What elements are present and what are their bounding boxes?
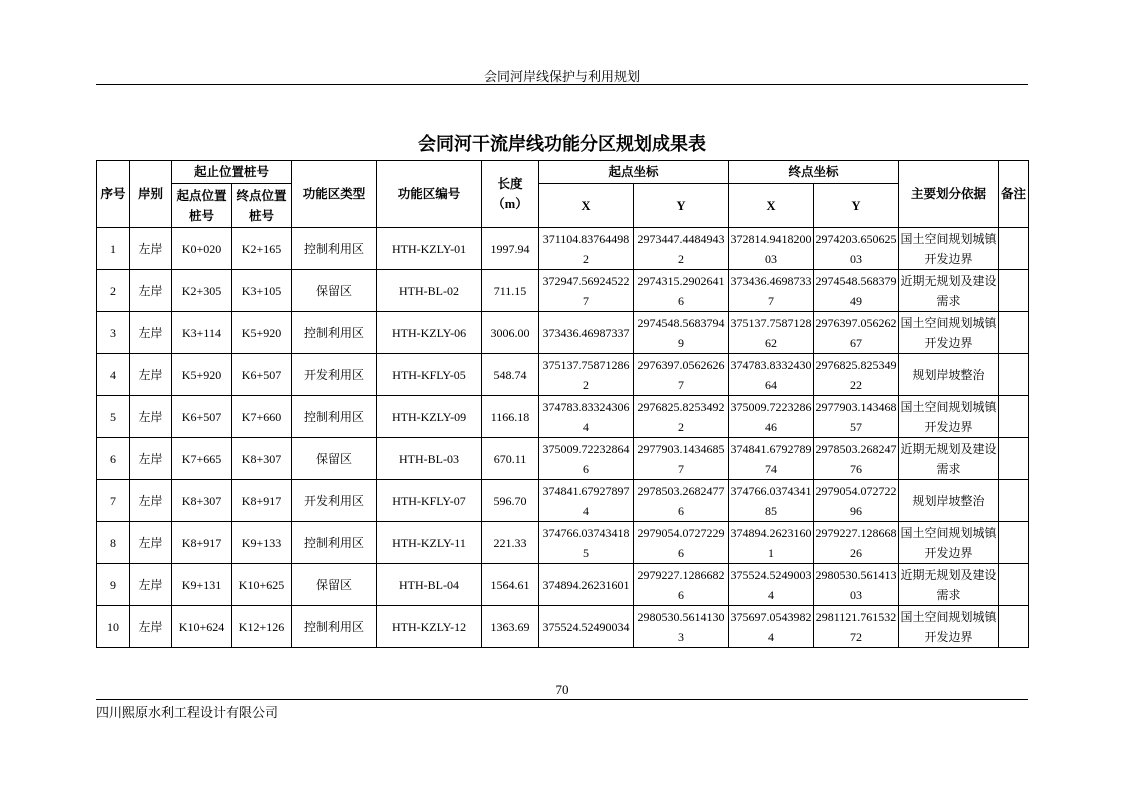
cell-end-pile: K9+133 bbox=[232, 522, 292, 564]
cell-seq: 2 bbox=[97, 270, 130, 312]
cell-end-pile: K5+920 bbox=[232, 312, 292, 354]
cell-end-y: 2974548.56837949 bbox=[814, 270, 899, 312]
cell-end-y: 2978503.26824776 bbox=[814, 438, 899, 480]
cell-zone-code: HTH-KZLY-12 bbox=[377, 606, 482, 648]
cell-end-pile: K12+126 bbox=[232, 606, 292, 648]
cell-end-pile: K10+625 bbox=[232, 564, 292, 606]
cell-length: 1564.61 bbox=[482, 564, 539, 606]
cell-start-x: 372947.569245227 bbox=[539, 270, 634, 312]
cell-basis: 近期无规划及建设需求 bbox=[899, 438, 999, 480]
cell-seq: 7 bbox=[97, 480, 130, 522]
cell-remark bbox=[999, 606, 1029, 648]
header-length: 长度（m） bbox=[482, 161, 539, 228]
cell-zone-type: 开发利用区 bbox=[292, 354, 377, 396]
cell-end-pile: K6+507 bbox=[232, 354, 292, 396]
table-row bbox=[97, 480, 1029, 522]
cell-bank: 左岸 bbox=[130, 270, 172, 312]
table-body bbox=[97, 228, 1029, 648]
cell-start-x: 373436.46987337 bbox=[539, 312, 634, 354]
cell-end-y: 2976825.82534922 bbox=[814, 354, 899, 396]
cell-start-x: 375524.52490034 bbox=[539, 606, 634, 648]
cell-end-y: 2974203.65062503 bbox=[814, 228, 899, 270]
cell-seq: 3 bbox=[97, 312, 130, 354]
cell-end-pile: K7+660 bbox=[232, 396, 292, 438]
cell-start-y: 2974315.29026416 bbox=[634, 270, 729, 312]
cell-start-pile: K6+507 bbox=[172, 396, 232, 438]
cell-bank: 左岸 bbox=[130, 396, 172, 438]
zoning-table bbox=[96, 160, 1029, 648]
cell-start-pile: K8+917 bbox=[172, 522, 232, 564]
cell-start-pile: K2+305 bbox=[172, 270, 232, 312]
cell-end-pile: K8+917 bbox=[232, 480, 292, 522]
cell-end-pile: K2+165 bbox=[232, 228, 292, 270]
cell-start-y: 2978503.26824776 bbox=[634, 480, 729, 522]
cell-start-y: 2976397.05626267 bbox=[634, 354, 729, 396]
table-row bbox=[97, 396, 1029, 438]
cell-basis: 国土空间规划城镇开发边界 bbox=[899, 606, 999, 648]
cell-zone-type: 保留区 bbox=[292, 438, 377, 480]
cell-remark bbox=[999, 564, 1029, 606]
header-remark: 备注 bbox=[999, 161, 1029, 228]
cell-seq: 6 bbox=[97, 438, 130, 480]
cell-start-x: 374894.26231601 bbox=[539, 564, 634, 606]
cell-zone-type: 控制利用区 bbox=[292, 606, 377, 648]
header-end-x: X bbox=[729, 184, 814, 228]
header-zone-type: 功能区类型 bbox=[292, 161, 377, 228]
cell-zone-code: HTH-KFLY-05 bbox=[377, 354, 482, 396]
cell-bank: 左岸 bbox=[130, 564, 172, 606]
cell-zone-code: HTH-BL-04 bbox=[377, 564, 482, 606]
cell-remark bbox=[999, 228, 1029, 270]
header-start-pile: 起点位置桩号 bbox=[172, 184, 232, 228]
cell-basis: 国土空间规划城镇开发边界 bbox=[899, 522, 999, 564]
cell-end-x: 374766.037434185 bbox=[729, 480, 814, 522]
cell-end-x: 375524.52490034 bbox=[729, 564, 814, 606]
cell-start-y: 2977903.14346857 bbox=[634, 438, 729, 480]
cell-bank: 左岸 bbox=[130, 606, 172, 648]
cell-bank: 左岸 bbox=[130, 480, 172, 522]
cell-start-x: 375137.758712862 bbox=[539, 354, 634, 396]
table-title: 会同河干流岸线功能分区规划成果表 bbox=[418, 134, 706, 154]
cell-start-x: 375009.722328646 bbox=[539, 438, 634, 480]
cell-basis: 规划岸坡整治 bbox=[899, 354, 999, 396]
cell-length: 548.74 bbox=[482, 354, 539, 396]
cell-bank: 左岸 bbox=[130, 522, 172, 564]
cell-remark bbox=[999, 522, 1029, 564]
cell-zone-type: 开发利用区 bbox=[292, 480, 377, 522]
table-row bbox=[97, 522, 1029, 564]
cell-start-y: 2979054.07272296 bbox=[634, 522, 729, 564]
running-header: 会同河岸线保护与利用规划 bbox=[483, 69, 640, 84]
cell-basis: 规划岸坡整治 bbox=[899, 480, 999, 522]
cell-remark bbox=[999, 396, 1029, 438]
cell-length: 1166.18 bbox=[482, 396, 539, 438]
header-start-y: Y bbox=[634, 184, 729, 228]
table-row bbox=[97, 228, 1029, 270]
cell-remark bbox=[999, 354, 1029, 396]
table-row bbox=[97, 354, 1029, 396]
cell-start-pile: K9+131 bbox=[172, 564, 232, 606]
header-end-y: Y bbox=[814, 184, 899, 228]
cell-basis: 近期无规划及建设需求 bbox=[899, 270, 999, 312]
header-zone-code: 功能区编号 bbox=[377, 161, 482, 228]
header-end-pile: 终点位置桩号 bbox=[232, 184, 292, 228]
cell-start-y: 2976825.82534922 bbox=[634, 396, 729, 438]
cell-length: 670.11 bbox=[482, 438, 539, 480]
cell-basis: 近期无规划及建设需求 bbox=[899, 564, 999, 606]
cell-end-pile: K8+307 bbox=[232, 438, 292, 480]
header-rule bbox=[96, 84, 1028, 85]
cell-length: 711.15 bbox=[482, 270, 539, 312]
cell-end-x: 374841.679278974 bbox=[729, 438, 814, 480]
cell-end-x: 375697.05439824 bbox=[729, 606, 814, 648]
cell-zone-code: HTH-KZLY-06 bbox=[377, 312, 482, 354]
cell-end-y: 2977903.14346857 bbox=[814, 396, 899, 438]
cell-length: 596.70 bbox=[482, 480, 539, 522]
cell-start-pile: K8+307 bbox=[172, 480, 232, 522]
cell-seq: 1 bbox=[97, 228, 130, 270]
header-pile-group: 起止位置桩号 bbox=[172, 161, 292, 184]
cell-basis: 国土空间规划城镇开发边界 bbox=[899, 228, 999, 270]
header-start-coord: 起点坐标 bbox=[539, 161, 729, 184]
cell-seq: 8 bbox=[97, 522, 130, 564]
cell-length: 3006.00 bbox=[482, 312, 539, 354]
cell-remark bbox=[999, 438, 1029, 480]
cell-end-x: 375137.758712862 bbox=[729, 312, 814, 354]
cell-end-pile: K3+105 bbox=[232, 270, 292, 312]
cell-seq: 4 bbox=[97, 354, 130, 396]
cell-end-x: 374894.26231601 bbox=[729, 522, 814, 564]
header-start-x: X bbox=[539, 184, 634, 228]
cell-zone-code: HTH-KFLY-07 bbox=[377, 480, 482, 522]
cell-length: 1997.94 bbox=[482, 228, 539, 270]
cell-end-y: 2979054.07272296 bbox=[814, 480, 899, 522]
cell-remark bbox=[999, 312, 1029, 354]
cell-zone-type: 控制利用区 bbox=[292, 228, 377, 270]
cell-end-x: 375009.722328646 bbox=[729, 396, 814, 438]
cell-start-pile: K10+624 bbox=[172, 606, 232, 648]
cell-end-y: 2976397.05626267 bbox=[814, 312, 899, 354]
cell-start-pile: K5+920 bbox=[172, 354, 232, 396]
cell-zone-code: HTH-BL-03 bbox=[377, 438, 482, 480]
cell-start-x: 374783.833243064 bbox=[539, 396, 634, 438]
header-basis: 主要划分依据 bbox=[899, 161, 999, 228]
cell-basis: 国土空间规划城镇开发边界 bbox=[899, 312, 999, 354]
cell-zone-code: HTH-KZLY-01 bbox=[377, 228, 482, 270]
header-seq: 序号 bbox=[97, 161, 130, 228]
cell-end-x: 374783.833243064 bbox=[729, 354, 814, 396]
cell-bank: 左岸 bbox=[130, 354, 172, 396]
cell-start-pile: K7+665 bbox=[172, 438, 232, 480]
cell-basis: 国土空间规划城镇开发边界 bbox=[899, 396, 999, 438]
cell-start-y: 2980530.56141303 bbox=[634, 606, 729, 648]
cell-length: 1363.69 bbox=[482, 606, 539, 648]
header-end-coord: 终点坐标 bbox=[729, 161, 899, 184]
cell-zone-type: 保留区 bbox=[292, 270, 377, 312]
cell-start-y: 2974548.56837949 bbox=[634, 312, 729, 354]
cell-start-x: 374766.037434185 bbox=[539, 522, 634, 564]
cell-end-y: 2979227.12866826 bbox=[814, 522, 899, 564]
cell-length: 221.33 bbox=[482, 522, 539, 564]
cell-seq: 10 bbox=[97, 606, 130, 648]
table-row bbox=[97, 564, 1029, 606]
cell-zone-code: HTH-KZLY-09 bbox=[377, 396, 482, 438]
header-bank: 岸别 bbox=[130, 161, 172, 228]
cell-zone-type: 保留区 bbox=[292, 564, 377, 606]
table-row bbox=[97, 270, 1029, 312]
cell-start-pile: K3+114 bbox=[172, 312, 232, 354]
table-row bbox=[97, 606, 1029, 648]
cell-zone-code: HTH-BL-02 bbox=[377, 270, 482, 312]
cell-remark bbox=[999, 480, 1029, 522]
cell-end-x: 373436.46987337 bbox=[729, 270, 814, 312]
cell-end-y: 2980530.56141303 bbox=[814, 564, 899, 606]
footer-company: 四川熙原水利工程设计有限公司 bbox=[96, 705, 279, 720]
cell-seq: 5 bbox=[97, 396, 130, 438]
page-number: 70 bbox=[555, 682, 569, 697]
cell-bank: 左岸 bbox=[130, 228, 172, 270]
cell-start-x: 374841.679278974 bbox=[539, 480, 634, 522]
cell-bank: 左岸 bbox=[130, 312, 172, 354]
cell-zone-type: 控制利用区 bbox=[292, 396, 377, 438]
cell-start-y: 2973447.44849432 bbox=[634, 228, 729, 270]
cell-zone-code: HTH-KZLY-11 bbox=[377, 522, 482, 564]
table-row bbox=[97, 312, 1029, 354]
cell-end-y: 2981121.76153272 bbox=[814, 606, 899, 648]
cell-start-pile: K0+020 bbox=[172, 228, 232, 270]
footer-rule bbox=[96, 699, 1028, 700]
cell-end-x: 372814.941820003 bbox=[729, 228, 814, 270]
cell-zone-type: 控制利用区 bbox=[292, 312, 377, 354]
cell-seq: 9 bbox=[97, 564, 130, 606]
cell-start-x: 371104.837644982 bbox=[539, 228, 634, 270]
table-row bbox=[97, 438, 1029, 480]
cell-start-y: 2979227.12866826 bbox=[634, 564, 729, 606]
cell-zone-type: 控制利用区 bbox=[292, 522, 377, 564]
cell-remark bbox=[999, 270, 1029, 312]
cell-bank: 左岸 bbox=[130, 438, 172, 480]
